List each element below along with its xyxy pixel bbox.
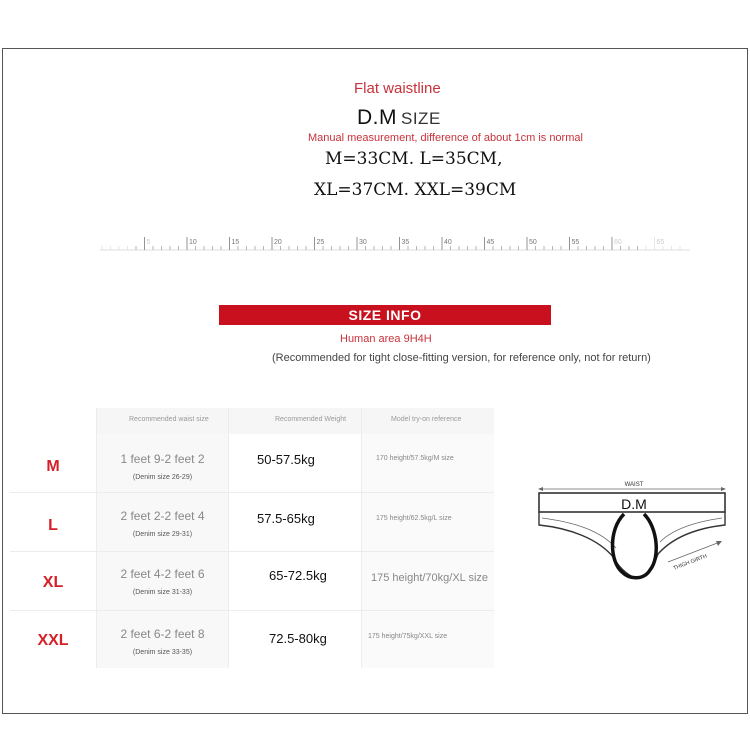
model-reference: 170 height/57.5kg/M size — [362, 434, 494, 492]
table-row — [10, 611, 494, 668]
waist-arrow-right — [721, 487, 726, 491]
denim-size: (Denim size 29-31) — [132, 531, 193, 538]
ruler-label: 65 — [656, 239, 665, 246]
table-row — [10, 434, 494, 492]
ruler-label: 50 — [529, 239, 537, 246]
height-cell — [97, 611, 228, 668]
table-row — [10, 552, 494, 610]
ruler-label: 20 — [274, 239, 282, 246]
size-info-banner: SIZE INFO — [219, 305, 551, 325]
ruler-label: 5 — [146, 239, 151, 246]
weight-range: 72.5-80kg — [229, 611, 361, 668]
table-row — [10, 493, 494, 551]
ruler-label: 60 — [614, 239, 622, 246]
size-table — [10, 408, 494, 668]
diagram-brand: D.M — [621, 496, 647, 512]
ruler-label: 55 — [571, 239, 580, 246]
brief-body — [539, 512, 725, 578]
model-reference: 175 height/62.5kg/L size — [362, 493, 494, 551]
ruler-label: 35 — [401, 239, 410, 246]
measurement-note: Manual measurement, difference of about 1cm is normal — [308, 132, 583, 144]
header-waist: Recommended waist size — [97, 408, 228, 434]
waistline-title: Flat waistline — [354, 80, 441, 97]
height-cell — [97, 434, 228, 492]
height-cell — [97, 493, 228, 551]
waist-label: WAIST — [624, 482, 644, 488]
ruler-label: 25 — [316, 239, 325, 246]
weight-range: 65-72.5kg — [229, 552, 361, 610]
ruler-label: 45 — [486, 239, 495, 246]
size-word: SIZE — [401, 109, 441, 128]
size-label: M — [10, 434, 96, 492]
denim-size: (Denim size 33-35) — [132, 649, 193, 656]
ruler-label: 30 — [359, 239, 367, 246]
height-range: 2 feet 2-2 feet 4 — [120, 509, 205, 523]
height-cell — [97, 552, 228, 610]
measurements-line-2: XL=37CM. XXL=39CM — [314, 180, 517, 200]
brand-name: D.M — [357, 106, 397, 129]
size-label: L — [10, 493, 96, 551]
brief-inner-line — [542, 518, 616, 548]
brief-measurement-diagram — [528, 470, 738, 590]
height-range: 2 feet 6-2 feet 8 — [120, 627, 205, 641]
measurements-line-1: M=33CM. L=35CM, — [325, 149, 503, 169]
model-reference: 175 height/75kg/XXL size — [362, 611, 494, 668]
denim-size: (Denim size 31-33) — [132, 589, 193, 596]
waist-arrow-left — [538, 487, 543, 491]
ruler-label: 15 — [231, 239, 240, 246]
pouch-outline — [613, 514, 657, 578]
weight-range: 50-57.5kg — [229, 434, 361, 492]
size-label: XXL — [10, 611, 96, 668]
brief-inner-line-right — [660, 518, 722, 542]
thigh-label: THIGH GIRTH — [672, 553, 709, 572]
header-weight: Recommended Weight — [229, 408, 361, 434]
table-corner-cell — [10, 408, 96, 434]
measuring-ruler — [100, 230, 690, 254]
size-label: XL — [10, 552, 96, 610]
human-area-label: Human area 9H4H — [340, 333, 432, 345]
recommendation-note: (Recommended for tight close-fitting version, for reference only, not for return) — [272, 352, 651, 364]
model-reference: 175 height/70kg/XL size — [362, 552, 494, 610]
height-range: 1 feet 9-2 feet 2 — [120, 452, 205, 466]
ruler-label: 10 — [189, 239, 197, 246]
denim-size: (Denim size 26-29) — [132, 474, 193, 481]
height-range: 2 feet 4-2 feet 6 — [120, 567, 205, 581]
header-model: Model try-on reference — [362, 408, 494, 434]
ruler-label: 40 — [444, 239, 452, 246]
weight-range: 57.5-65kg — [229, 493, 361, 551]
brand-size-heading — [357, 106, 441, 130]
